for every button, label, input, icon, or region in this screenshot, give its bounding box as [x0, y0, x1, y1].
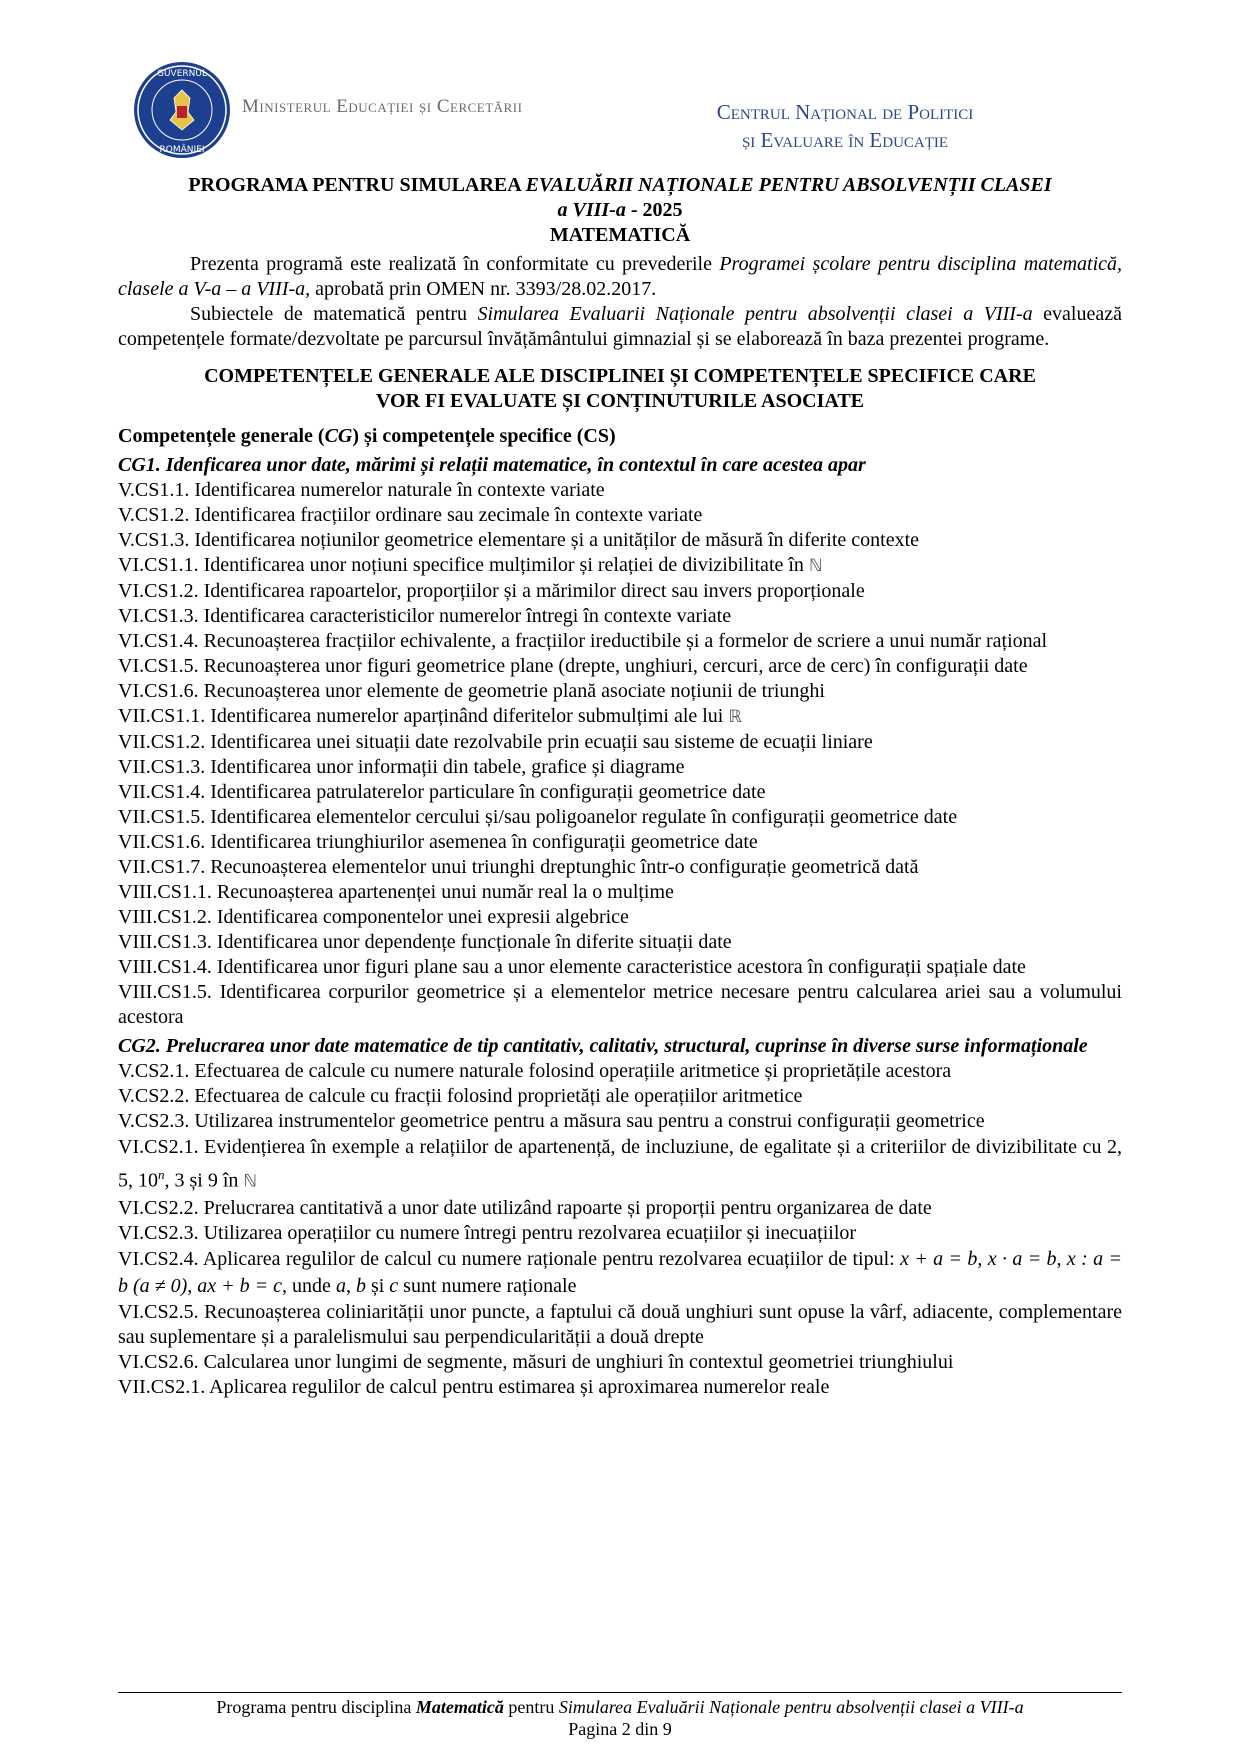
- list-item: VIII.CS1.2. Identificarea componentelor unei expresii algebrice: [118, 906, 629, 928]
- list-item-text: VI.CS2.4. Aplicarea regulilor de calcul cu numere raționale pentru rezolvarea ecuațiilor de tipul:: [118, 1247, 895, 1270]
- competences-heading-c: ) și competențele specifice (CS): [352, 425, 616, 447]
- list-item: VI.CS2.5. Recunoașterea coliniarității unor puncte, a faptului că două unghiuri sunt opuse la vârf, adiacente, complementare sau suplementare și a paralelismului sau perpendicularității a două drepte: [118, 1300, 1122, 1348]
- list-item: VI.CS1.3. Identificarea caracteristicilor numerelor întregi în contexte variate: [118, 605, 732, 627]
- list-item: VI.CS1.5. Recunoașterea unor figuri geometrice plane (drepte, unghiuri, cercuri, arce de cerc) în configurații date: [118, 655, 1028, 677]
- list-item: VI.CS1.4. Recunoașterea fracțiilor echivalente, a fracțiilor ireductibile și a formelor de scriere a unui număr rațional: [118, 630, 1048, 652]
- cg2-title: CG2. Prelucrarea unor date matematice de tip cantitativ, calitativ, structural, cuprinse în diverse surse informaționale: [118, 1035, 1088, 1057]
- title-line2-part1: a VIII-a: [557, 199, 626, 221]
- title-line2-part2: - 2025: [625, 199, 683, 221]
- cg1-list: [118, 478, 1122, 1030]
- document-title: [118, 173, 1122, 248]
- cnpee-line-2: și Evaluare în Educație: [741, 128, 949, 152]
- list-item: [118, 553, 1122, 579]
- where-text: , unde: [282, 1274, 331, 1297]
- list-item: V.CS1.2. Identificarea fracțiilor ordinare sau zecimale în contexte variate: [118, 504, 703, 526]
- footer-text-a: Programa pentru disciplina: [216, 1697, 416, 1717]
- title-line1-part2: EVALUĂRII NAȚIONALE PENTRU ABSOLVENȚII CLASEI: [525, 174, 1052, 196]
- competences-heading-a: Competențele generale (: [118, 425, 325, 447]
- intro-p1-program: Programei școlare pentru disciplina matematică, clasele a V-a – a VIII-a: [118, 253, 1123, 300]
- equation-3-condition: (a ≠ 0): [133, 1274, 188, 1297]
- list-item: V.CS2.2. Efectuarea de calcule cu fracții folosind proprietăți ale operațiilor aritmetice: [118, 1085, 803, 1107]
- intro-p2-text: Subiectele de matematică pentru: [190, 303, 478, 325]
- list-item: VI.CS2.3. Utilizarea operațiilor cu numere întregi pentru rezolvarea ecuațiilor și inecuațiilor: [118, 1221, 857, 1244]
- and-text: și: [370, 1274, 385, 1297]
- cnpee-name: [675, 98, 1015, 154]
- list-item: VI.CS2.2. Prelucrarea cantitativă a unor date utilizând rapoarte și proporții pentru organizarea de date: [118, 1196, 932, 1219]
- list-item: VIII.CS1.5. Identificarea corpurilor geometrice și a elementelor metrice necesare pentru calcularea ariei sau a volumului acestora: [118, 981, 1122, 1028]
- list-item: VI.CS1.2. Identificarea rapoartelor, proporțiilor și a mărimilor direct sau invers proporționale: [118, 580, 865, 602]
- variable-c: c: [389, 1274, 399, 1297]
- list-item-text-end: sunt numere raționale: [403, 1274, 577, 1297]
- real-numbers-symbol: ℝ: [728, 707, 742, 727]
- list-item: [118, 1134, 1122, 1196]
- variable-b: b: [355, 1274, 366, 1297]
- list-item: VIII.CS1.4. Identificarea unor figuri plane sau a unor elemente caracteristice acestora în configurații spațiale date: [118, 956, 1026, 978]
- ministry-name: Ministerul Educației și Cercetării: [242, 96, 523, 117]
- list-item: VII.CS1.7. Recunoașterea elementelor unui triunghi dreptunghic într-o configurație geometrică dată: [118, 856, 919, 878]
- list-item: VI.CS1.6. Recunoașterea unor elemente de geometrie plană asociate noțiunii de triunghi: [118, 680, 825, 702]
- intro-p2-exam: Simularea Evaluarii Naționale pentru absolvenții clasei a VIII-a: [477, 303, 1033, 325]
- list-item: VII.CS1.2. Identificarea unei situații date rezolvabile prin ecuații sau sisteme de ecuații liniare: [118, 731, 873, 753]
- list-item-text: VI.CS1.1. Identificarea unor noțiuni specifice mulțimilor și relației de divizibilitate în: [118, 554, 804, 576]
- list-item: VIII.CS1.1. Recunoașterea apartenenței unui număr real la o mulțime: [118, 881, 674, 903]
- main-content: [118, 173, 1122, 1400]
- footer-text-c: pentru: [503, 1697, 559, 1717]
- list-item: V.CS1.1. Identificarea numerelor naturale în contexte variate: [118, 479, 605, 501]
- list-item: [118, 704, 1122, 730]
- intro-p1-text: Prezenta programă este realizată în conformitate cu prevederile: [190, 253, 720, 275]
- section-title: [118, 364, 1122, 414]
- list-item: V.CS2.3. Utilizarea instrumentelor geometrice pentru a măsura sau pentru a construi configurații geometrice: [118, 1110, 985, 1132]
- page-footer: [118, 1692, 1122, 1740]
- cg1-title: CG1. Idenficarea unor date, mărimi și relații matematice, în contextul în care acestea apar: [118, 454, 866, 476]
- list-item: VIII.CS1.3. Identificarea unor dependențe funcționale în diferite situații date: [118, 931, 732, 953]
- list-item-text: VI.CS2.1. Evidențierea în exemple a relațiilor de apartenență, de incluziune, de egalitate și a criteriilor de divizibilitate cu 2, 5, 10: [118, 1136, 1122, 1192]
- competences-heading: [118, 424, 1122, 449]
- section-title-line-1: COMPETENȚELE GENERALE ALE DISCIPLINEI ȘI COMPETENȚELE SPECIFICE CARE: [204, 365, 1036, 387]
- natural-numbers-symbol: ℕ: [808, 556, 823, 576]
- list-item: VI.CS2.4. Aplicarea regulilor de calcul cu numere raționale pentru rezolvarea ecuațiilor de tipul: x + a = b, x · a = b, x : a = b (a ≠ 0), ax + b = c, unde a, b și c sunt numere raționale: [118, 1247, 1123, 1297]
- list-item-text: VII.CS1.1. Identificarea numerelor aparținând diferitelor submulțimi ale lui: [118, 705, 724, 727]
- section-title-line-2: VOR FI EVALUATE ȘI CONȚINUTURILE ASOCIATE: [375, 390, 865, 412]
- svg-text:ROMÂNIEI: ROMÂNIEI: [159, 145, 205, 155]
- intro-paragraph-2: [118, 302, 1122, 352]
- equation-3: x : a = b: [118, 1247, 1123, 1297]
- list-item: VII.CS1.6. Identificarea triunghiurilor asemenea în configurații geometrice date: [118, 831, 758, 853]
- list-item: VII.CS1.4. Identificarea patrulaterelor particulare în configurații geometrice date: [118, 781, 766, 803]
- list-item-text-end: , 3 și 9 în: [164, 1169, 239, 1192]
- footer-subject: Matematică: [415, 1697, 504, 1717]
- intro-paragraph-1: [118, 252, 1122, 302]
- list-item: VI.CS2.6. Calcularea unor lungimi de segmente, măsuri de unghiuri în contextul geometriei triunghiului: [118, 1350, 954, 1373]
- cg2-list: [118, 1059, 1122, 1400]
- title-line1-part1: PROGRAMA PENTRU SIMULAREA: [188, 174, 526, 196]
- competences-heading-cg: CG: [324, 425, 353, 447]
- page-number: Pagina 2 din 9: [568, 1719, 672, 1739]
- list-item: VII.CS2.1. Aplicarea regulilor de calcul pentru estimarea și aproximarea numerelor reale: [118, 1375, 830, 1398]
- list-item: V.CS1.3. Identificarea noțiunilor geometrice elementare și a unităților de măsură în diferite contexte: [118, 529, 920, 551]
- exponent: n: [158, 1167, 165, 1182]
- government-seal-icon: [132, 60, 232, 160]
- equation-4: ax + b = c: [197, 1274, 283, 1297]
- svg-text:GUVERNUL: GUVERNUL: [157, 69, 207, 79]
- footer-exam: Simularea Evaluării Naționale pentru absolvenții clasei a VIII-a: [558, 1697, 1024, 1717]
- equation-2: x · a = b: [987, 1247, 1057, 1270]
- page-header: [0, 52, 1241, 162]
- list-item: V.CS2.1. Efectuarea de calcule cu numere naturale folosind operațiile aritmetice și proprietățile acestora: [118, 1060, 952, 1082]
- intro-p1-order: , aprobată prin OMEN nr. 3393/28.02.2017.: [305, 278, 657, 300]
- cnpee-line-1: Centrul Național de Politici: [716, 100, 974, 124]
- equation-1: x + a = b: [900, 1247, 978, 1270]
- variable-a: a: [335, 1274, 346, 1297]
- list-item: VII.CS1.3. Identificarea unor informații din tabele, grafice și diagrame: [118, 756, 685, 778]
- intro-p2-rest: evaluează competențele formate/dezvoltate pe parcursul învățământului gimnazial și se elaborează în baza prezentei programe.: [118, 303, 1122, 350]
- list-item: VII.CS1.5. Identificarea elementelor cercului și/sau poligoanelor regulate în configurații geometrice date: [118, 806, 958, 828]
- title-subject: MATEMATICĂ: [549, 224, 691, 246]
- natural-numbers-symbol: ℕ: [243, 1171, 258, 1192]
